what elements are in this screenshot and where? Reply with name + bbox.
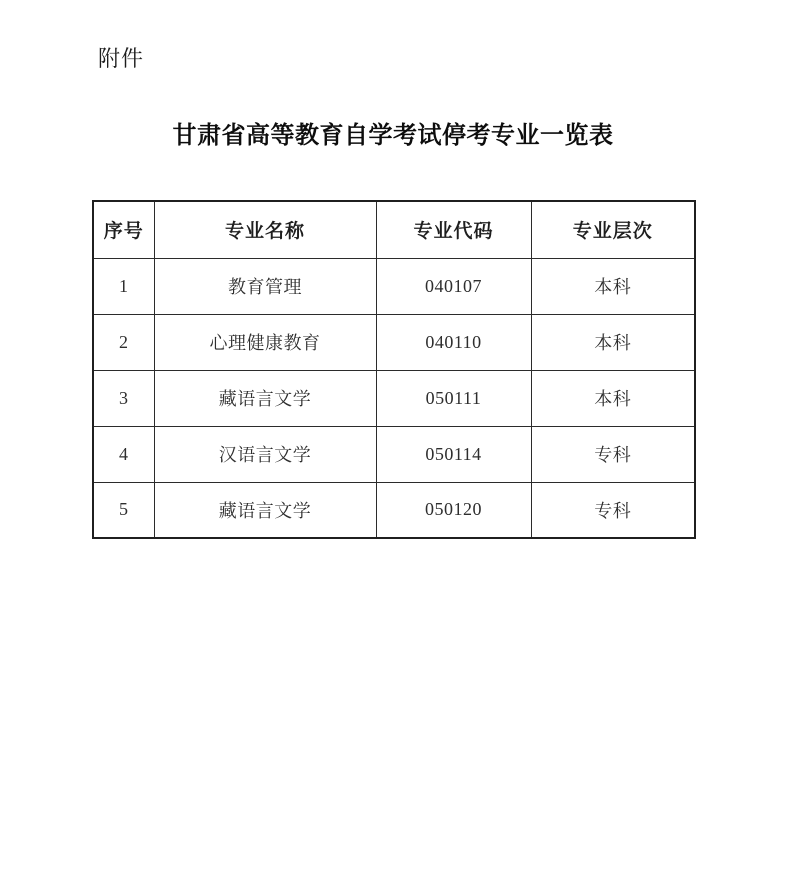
cell-level: 本科: [531, 370, 695, 426]
cell-code: 050111: [376, 370, 531, 426]
cell-level: 本科: [531, 258, 695, 314]
cell-code: 040110: [376, 314, 531, 370]
page-title: 甘肃省高等教育自学考试停考专业一览表: [172, 123, 614, 149]
attachment-label: 附件: [98, 46, 145, 71]
cell-code: 040107: [376, 258, 531, 314]
table-body: [93, 258, 695, 538]
cell-code: 050120: [376, 482, 531, 538]
column-header-no: 序号: [93, 201, 154, 258]
cell-level: 本科: [531, 314, 695, 370]
cell-no: 2: [93, 314, 154, 370]
table-row: [93, 426, 695, 482]
column-header-level: 专业层次: [531, 201, 695, 258]
table-row: [93, 482, 695, 538]
cell-name: 心理健康教育: [154, 314, 376, 370]
cell-no: 3: [93, 370, 154, 426]
cell-no: 1: [93, 258, 154, 314]
cell-name: 藏语言文学: [154, 370, 376, 426]
suspended-majors-table: [92, 200, 696, 539]
cell-code: 050114: [376, 426, 531, 482]
table-row: [93, 314, 695, 370]
cell-no: 5: [93, 482, 154, 538]
cell-name: 汉语言文学: [154, 426, 376, 482]
table-header: [93, 201, 695, 258]
cell-name: 藏语言文学: [154, 482, 376, 538]
table-row: [93, 258, 695, 314]
header-row: [93, 201, 695, 258]
table-row: [93, 370, 695, 426]
column-header-name: 专业名称: [154, 201, 376, 258]
cell-level: 专科: [531, 482, 695, 538]
cell-level: 专科: [531, 426, 695, 482]
cell-name: 教育管理: [154, 258, 376, 314]
column-header-code: 专业代码: [376, 201, 531, 258]
cell-no: 4: [93, 426, 154, 482]
